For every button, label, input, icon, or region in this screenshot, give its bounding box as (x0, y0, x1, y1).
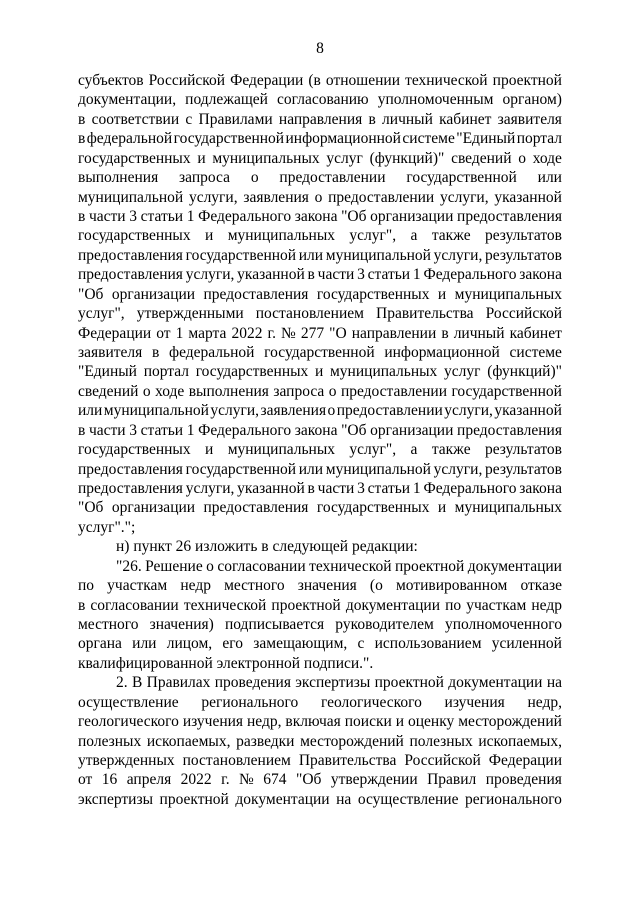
word: "О (329, 324, 347, 342)
word: указанной (237, 266, 305, 284)
word: усиленной (491, 635, 562, 653)
word: статьи (367, 480, 411, 498)
word: 3 (129, 208, 137, 225)
word: "Единый (456, 130, 516, 148)
text-line (78, 577, 562, 595)
word: в (78, 130, 86, 148)
word: части (317, 480, 355, 498)
word: также (431, 441, 471, 459)
word: регионального (201, 693, 299, 711)
word: услуги, (185, 480, 235, 498)
word: заявителя (78, 344, 143, 362)
word: организации (111, 285, 196, 303)
text-line: н) пункт 26 изложить в следующей редакции: (116, 538, 418, 556)
text-line (78, 150, 562, 168)
word: в (307, 480, 315, 498)
word: 2. (116, 674, 128, 692)
word: муниципальной (103, 402, 209, 420)
word: запроса (273, 382, 325, 400)
word: "Об (341, 421, 367, 439)
word: предоставления (78, 480, 183, 498)
word: услуги, (444, 402, 493, 420)
text-line (78, 169, 562, 187)
word: проведения (485, 771, 562, 789)
word: значения (297, 577, 357, 595)
word: (функций)" (369, 149, 445, 167)
word: ископаемых, (146, 732, 231, 750)
word: 1 (175, 324, 184, 342)
word: организации (370, 421, 454, 439)
word: предоставления (78, 246, 183, 264)
word: муниципальной (325, 246, 431, 264)
text-line (78, 771, 562, 789)
word: муниципальных (330, 363, 438, 381)
text-line (116, 558, 562, 576)
word: г. (267, 324, 276, 342)
word: и (395, 713, 405, 731)
word: разведки (236, 732, 295, 750)
word: геологического (320, 693, 422, 711)
word: в (78, 208, 86, 225)
word: государственной (185, 246, 297, 264)
text-line (78, 189, 562, 207)
word: федеральной (169, 344, 255, 362)
word: направлении (351, 324, 437, 342)
word: Федерации (488, 752, 562, 770)
word: согласованию (277, 91, 369, 109)
word: оценку (407, 713, 455, 731)
word: документации (467, 557, 562, 575)
text-line (78, 791, 562, 809)
word: предоставления (78, 266, 183, 284)
word: марта (188, 324, 227, 342)
word: (функций)" (487, 363, 562, 381)
word: мотивированном (395, 577, 508, 595)
word: "Об (296, 771, 322, 789)
word: и (205, 227, 214, 245)
word: полезных (78, 732, 142, 750)
word: системе (509, 344, 562, 362)
word: о (518, 149, 526, 167)
word: предоставлении (336, 402, 443, 420)
word: "26. (116, 557, 142, 575)
word: части (88, 421, 126, 439)
word: Федерального (198, 208, 292, 225)
word: предоставления (203, 499, 309, 517)
word: отношении (325, 72, 400, 89)
word: выполнения (188, 382, 269, 400)
text-line (78, 247, 562, 265)
word: органа (78, 635, 122, 653)
word: сведений (78, 382, 139, 400)
word: № (239, 771, 254, 789)
word: муниципальных (227, 441, 336, 459)
word: месторождений (458, 713, 562, 731)
word: предоставления (457, 421, 562, 439)
word: заявления (243, 188, 309, 206)
word: по (78, 577, 95, 595)
word: проектной (271, 596, 341, 614)
word: 2022 (180, 771, 212, 789)
word: о (314, 188, 323, 206)
word: Правил (427, 771, 477, 789)
word: недр (180, 577, 211, 595)
word: в (78, 421, 86, 439)
word: заявителя (497, 110, 562, 128)
word: согласовании (90, 596, 179, 614)
word: и (205, 441, 214, 459)
word: результатов (484, 441, 562, 459)
word: или (298, 460, 324, 478)
word: соответствии (91, 110, 180, 128)
word: результатов (484, 227, 562, 245)
word: личный (382, 110, 433, 128)
word: результатов (485, 246, 562, 264)
word: федеральной (86, 130, 173, 148)
word: участкам (107, 577, 168, 595)
text-line (78, 208, 562, 226)
word: услуги, (185, 266, 235, 284)
word: проектной (395, 557, 465, 575)
word: уполномоченного (444, 616, 562, 634)
word: услуг (326, 149, 363, 167)
word: предоставлении (340, 382, 448, 400)
word: отказе (520, 577, 562, 595)
word: утверждении (330, 771, 418, 789)
word: направления (278, 110, 363, 128)
text-line (78, 713, 562, 731)
word: (в (308, 72, 321, 89)
word: постановлением (255, 305, 364, 323)
text-line (78, 383, 562, 401)
word: № (281, 324, 296, 342)
text-line: услуг"."; (78, 518, 136, 536)
text-line (78, 227, 562, 245)
text-line (78, 597, 562, 615)
text-line: квалифицированной электронной подписи.". (78, 654, 374, 672)
word: с (185, 110, 193, 128)
word: государственных (78, 441, 191, 459)
word: или (132, 635, 157, 653)
word: его (222, 635, 244, 653)
word: предоставления (457, 208, 562, 225)
word: подписывается (224, 616, 325, 634)
word: 3 (129, 421, 137, 439)
page-number: 8 (316, 40, 324, 57)
word: в (368, 110, 376, 128)
word: кабинет (509, 324, 562, 342)
text-line (78, 616, 562, 634)
word: личный (453, 324, 505, 342)
word: "Об (78, 285, 104, 303)
word: и (315, 363, 324, 381)
word: регионального (465, 790, 562, 808)
word: ходе (532, 149, 562, 167)
word: уполномоченным (377, 91, 494, 109)
word: муниципальных (454, 499, 562, 517)
word: (о (369, 577, 383, 595)
word: кабинет (439, 110, 492, 128)
word: документации (345, 596, 441, 614)
word: в (78, 110, 86, 128)
word: информационной (384, 344, 500, 362)
text-line (78, 752, 562, 770)
word: государственной (173, 130, 285, 148)
text-line (78, 635, 562, 653)
text-line (78, 72, 562, 90)
word: органом) (502, 91, 562, 109)
word: экспертизы (78, 790, 154, 808)
word: закона (294, 208, 338, 225)
word: лицом, (166, 635, 213, 653)
word: государственной (451, 382, 562, 400)
word: Федерального (198, 421, 292, 439)
word: местного (78, 616, 139, 634)
word: информационной (285, 130, 401, 148)
word: услуги, (188, 188, 238, 206)
word: о (142, 382, 151, 400)
word: руководителем (335, 616, 434, 634)
word: недр, (527, 693, 562, 711)
word: 3 (357, 480, 365, 498)
word: а (410, 441, 418, 459)
word: заявления (260, 402, 327, 420)
word: Федерации (230, 72, 304, 89)
word: документации (448, 674, 543, 692)
word: включая (285, 713, 341, 731)
word: утвержденными (136, 305, 244, 323)
word: 674 (263, 771, 287, 789)
word: Федерального (423, 480, 517, 498)
word: государственных (316, 285, 430, 303)
word: муниципальной (325, 460, 431, 478)
word: согласовании (217, 557, 306, 575)
word: апреля (126, 771, 172, 789)
word: части (88, 208, 126, 225)
word: замещающим, (253, 635, 348, 653)
word: 1 (412, 266, 421, 284)
word: о (250, 169, 259, 187)
word: технической (405, 72, 488, 89)
word: Правительства (376, 305, 474, 323)
word: значения) (149, 616, 214, 634)
word: проведения (214, 674, 291, 692)
word: 2022 (231, 324, 263, 342)
word: технической (309, 557, 392, 575)
word: закона (519, 480, 562, 498)
word: г. (221, 771, 230, 789)
word: услуг (444, 363, 481, 381)
word: недр (531, 596, 562, 614)
word: Российской (404, 752, 481, 770)
word: и (437, 285, 447, 303)
word: постановлением (182, 752, 291, 770)
word: 1 (412, 480, 421, 498)
word: услуг", (349, 441, 397, 459)
word: Федерального (423, 266, 517, 284)
word: государственных (316, 499, 430, 517)
word: или (298, 246, 324, 264)
text-line (78, 111, 562, 129)
word: проектной (492, 72, 562, 89)
word: портал (143, 363, 189, 381)
word: статьи (140, 208, 184, 225)
word: муниципальной (78, 188, 184, 206)
word: системе (402, 130, 455, 148)
word: осуществление (78, 693, 179, 711)
word: предоставления (78, 460, 183, 478)
word: сведений (451, 149, 512, 167)
word: государственной (185, 460, 297, 478)
word: В (131, 674, 143, 692)
word: документации, (78, 91, 177, 109)
word: 3 (357, 266, 365, 284)
word: муниципальных (227, 227, 336, 245)
word: поиски (344, 713, 392, 731)
word: "Единый (78, 363, 137, 381)
word: услуги, (210, 402, 260, 420)
word: части (317, 266, 355, 284)
word: и (437, 499, 447, 517)
word: в (441, 324, 449, 342)
word: 1 (186, 421, 195, 439)
word: от (78, 771, 93, 789)
word: государственных (78, 149, 191, 167)
word: услуги, (433, 246, 483, 264)
word: экспертизы (295, 674, 371, 692)
word: или (78, 402, 103, 420)
word: закона (519, 266, 562, 284)
text-line (78, 344, 562, 362)
word: организации (111, 499, 196, 517)
word: местного (224, 577, 285, 595)
word: предоставлении (328, 188, 435, 206)
word: месторождений (300, 732, 404, 750)
word: ископаемых, (478, 732, 562, 750)
word: полезных (409, 732, 473, 750)
word: портал (516, 130, 562, 148)
word: статьи (140, 421, 184, 439)
word: статьи (367, 266, 411, 284)
word: Правилами (198, 110, 273, 128)
word: от (156, 324, 171, 342)
word: проектной (374, 674, 444, 692)
word: о (327, 402, 336, 420)
word: "Об (341, 208, 367, 225)
word: выполнения (78, 169, 159, 187)
word: или (537, 169, 562, 187)
text-line (78, 480, 562, 498)
word: на (336, 790, 352, 808)
word: субъектов (78, 72, 144, 89)
word: услуги, (439, 188, 489, 206)
word: указанной (494, 402, 562, 420)
word: государственных (78, 227, 191, 245)
word: услуг", (349, 227, 397, 245)
word: услуг", (78, 305, 125, 323)
word: 16 (101, 771, 118, 789)
text-line (78, 694, 562, 712)
text-line (78, 499, 562, 517)
word: закона (294, 421, 338, 439)
text-line (78, 402, 562, 420)
text-line (78, 266, 562, 284)
text-line (78, 363, 562, 381)
word: государственной (406, 169, 517, 187)
text-line (78, 91, 562, 109)
text-line (78, 461, 562, 479)
word: о (206, 557, 214, 575)
word: недр, (247, 713, 282, 731)
word: Решение (145, 557, 203, 575)
text-line (78, 305, 562, 323)
word: Российской (485, 305, 562, 323)
word: использованием (374, 635, 482, 653)
word: предоставления (203, 285, 309, 303)
word: государственной (264, 344, 375, 362)
word: с (357, 635, 365, 653)
word: изучения (182, 713, 244, 731)
word: услуги, (433, 460, 483, 478)
word: в (151, 344, 160, 362)
word: результатов (485, 460, 562, 478)
word: изучения (444, 693, 505, 711)
word: "Об (78, 499, 104, 517)
word: осуществление (357, 790, 459, 808)
text-line (78, 325, 562, 343)
word: государственных (195, 363, 309, 381)
word: указанной (237, 480, 305, 498)
text-line (116, 674, 562, 692)
word: также (431, 227, 471, 245)
word: предоставлении (279, 169, 386, 187)
text-line (78, 422, 562, 440)
word: утвержденных (78, 752, 175, 770)
word: указанной (494, 188, 562, 206)
word: на (546, 674, 562, 692)
word: проектной (159, 790, 229, 808)
word: подлежащей (185, 91, 268, 109)
text-line (78, 130, 562, 148)
word: Российской (148, 72, 226, 89)
word: геологического (78, 713, 179, 731)
word: о (328, 382, 337, 400)
word: Федерации (78, 324, 152, 342)
word: муниципальных (454, 285, 562, 303)
text-line (78, 733, 562, 751)
word: организации (370, 208, 454, 225)
word: Правилах (146, 674, 211, 692)
word: в (78, 596, 86, 614)
word: запроса (179, 169, 230, 187)
word: Правительства (298, 752, 397, 770)
text-line (78, 441, 562, 459)
word: 1 (186, 208, 195, 225)
word: муниципальных (212, 149, 320, 167)
word: технической (183, 596, 267, 614)
word: по (445, 596, 462, 614)
text-line (78, 286, 562, 304)
word: документации (235, 790, 330, 808)
word: и (197, 149, 206, 167)
word: в (307, 266, 315, 284)
word: а (410, 227, 418, 245)
word: ходе (155, 382, 185, 400)
word: участкам (466, 596, 527, 614)
word: 277 (300, 324, 325, 342)
